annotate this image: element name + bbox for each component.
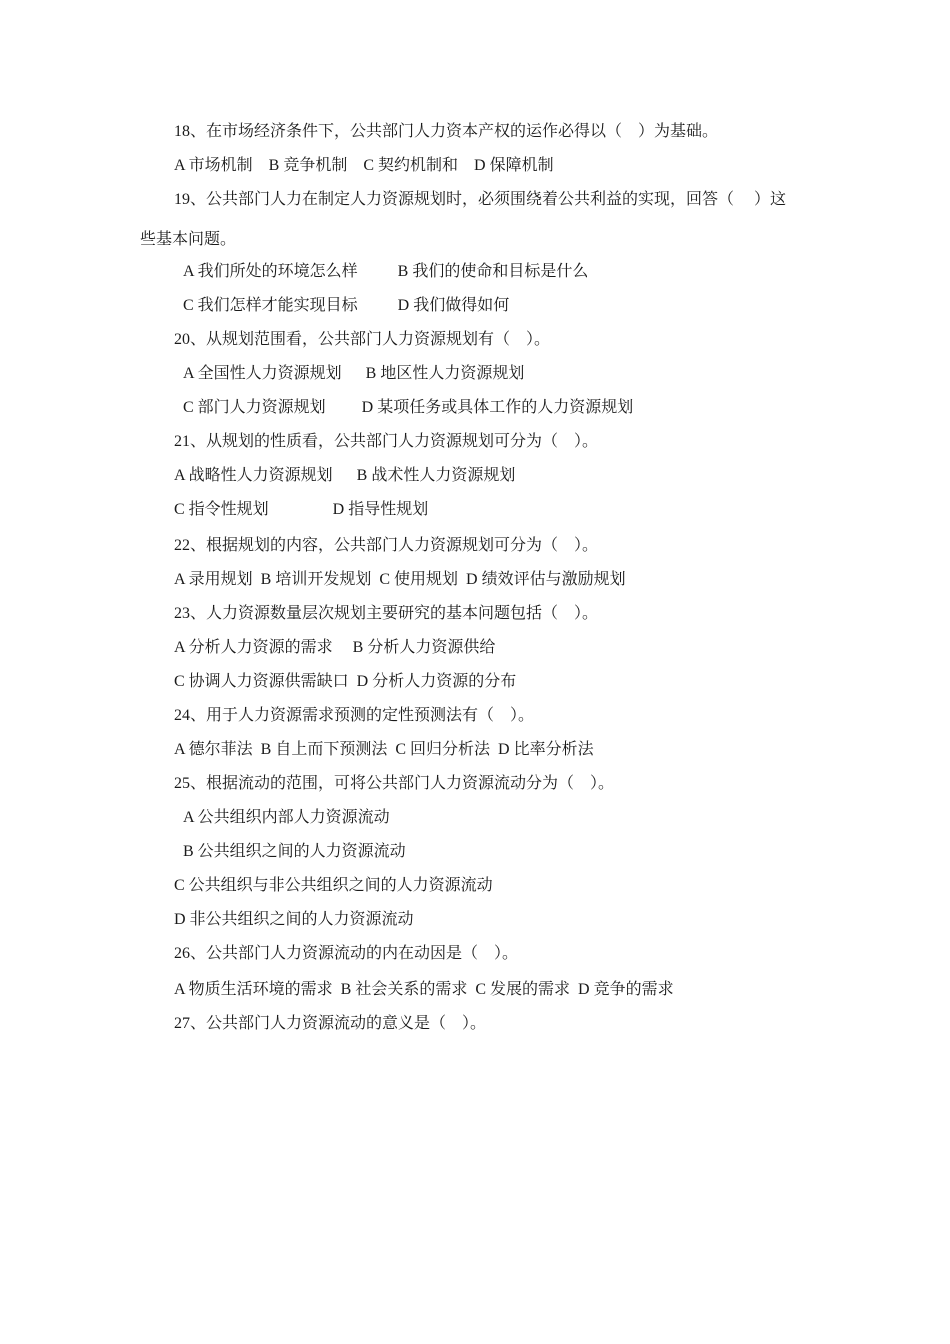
question-21-options-cd: C 指令性规划 D 指导性规划 <box>174 501 429 518</box>
question-25-option-d: D 非公共组织之间的人力资源流动 <box>174 911 414 928</box>
question-25-option-b: B 公共组织之间的人力资源流动 <box>183 843 406 860</box>
question-19: 19、公共部门人力在制定人力资源规划时，必须围绕着公共利益的实现，回答（ ）这 <box>174 191 787 208</box>
question-18-options: A 市场机制 B 竞争机制 C 契约机制和 D 保障机制 <box>174 157 554 174</box>
question-25-option-a: A 公共组织内部人力资源流动 <box>183 809 390 826</box>
question-21: 21、从规划的性质看，公共部门人力资源规划可分为（ ）。 <box>174 433 599 450</box>
question-22: 22、根据规划的内容，公共部门人力资源规划可分为（ ）。 <box>174 537 599 554</box>
question-20-options-cd: C 部门人力资源规划 D 某项任务或具体工作的人力资源规划 <box>183 399 634 416</box>
question-24-options: A 德尔菲法 B 自上而下预测法 C 回归分析法 D 比率分析法 <box>174 741 594 758</box>
question-21-options-ab: A 战略性人力资源规划 B 战术性人力资源规划 <box>174 467 516 484</box>
question-27: 27、公共部门人力资源流动的意义是（ ）。 <box>174 1015 487 1032</box>
question-25-option-c: C 公共组织与非公共组织之间的人力资源流动 <box>174 877 493 894</box>
question-25: 25、根据流动的范围，可将公共部门人力资源流动分为（ ）。 <box>174 775 615 792</box>
question-20-options-ab: A 全国性人力资源规划 B 地区性人力资源规划 <box>183 365 525 382</box>
question-18: 18、在市场经济条件下，公共部门人力资本产权的运作必得以（ ）为基础。 <box>174 123 719 140</box>
question-22-options: A 录用规划 B 培训开发规划 C 使用规划 D 绩效评估与激励规划 <box>174 571 626 588</box>
question-26-options: A 物质生活环境的需求 B 社会关系的需求 C 发展的需求 D 竞争的需求 <box>174 981 674 998</box>
question-26: 26、公共部门人力资源流动的内在动因是（ ）。 <box>174 945 519 962</box>
question-19-options-ab: A 我们所处的环境怎么样 B 我们的使命和目标是什么 <box>183 263 589 280</box>
question-20: 20、从规划范围看，公共部门人力资源规划有（ ）。 <box>174 331 551 348</box>
question-19-continued: 些基本问题。 <box>140 231 237 248</box>
question-24: 24、用于人力资源需求预测的定性预测法有（ ）。 <box>174 707 535 724</box>
question-23-options-ab: A 分析人力资源的需求 B 分析人力资源供给 <box>174 639 496 656</box>
question-23-options-cd: C 协调人力资源供需缺口 D 分析人力资源的分布 <box>174 673 517 690</box>
question-19-options-cd: C 我们怎样才能实现目标 D 我们做得如何 <box>183 297 510 314</box>
question-23: 23、人力资源数量层次规划主要研究的基本问题包括（ ）。 <box>174 605 599 622</box>
